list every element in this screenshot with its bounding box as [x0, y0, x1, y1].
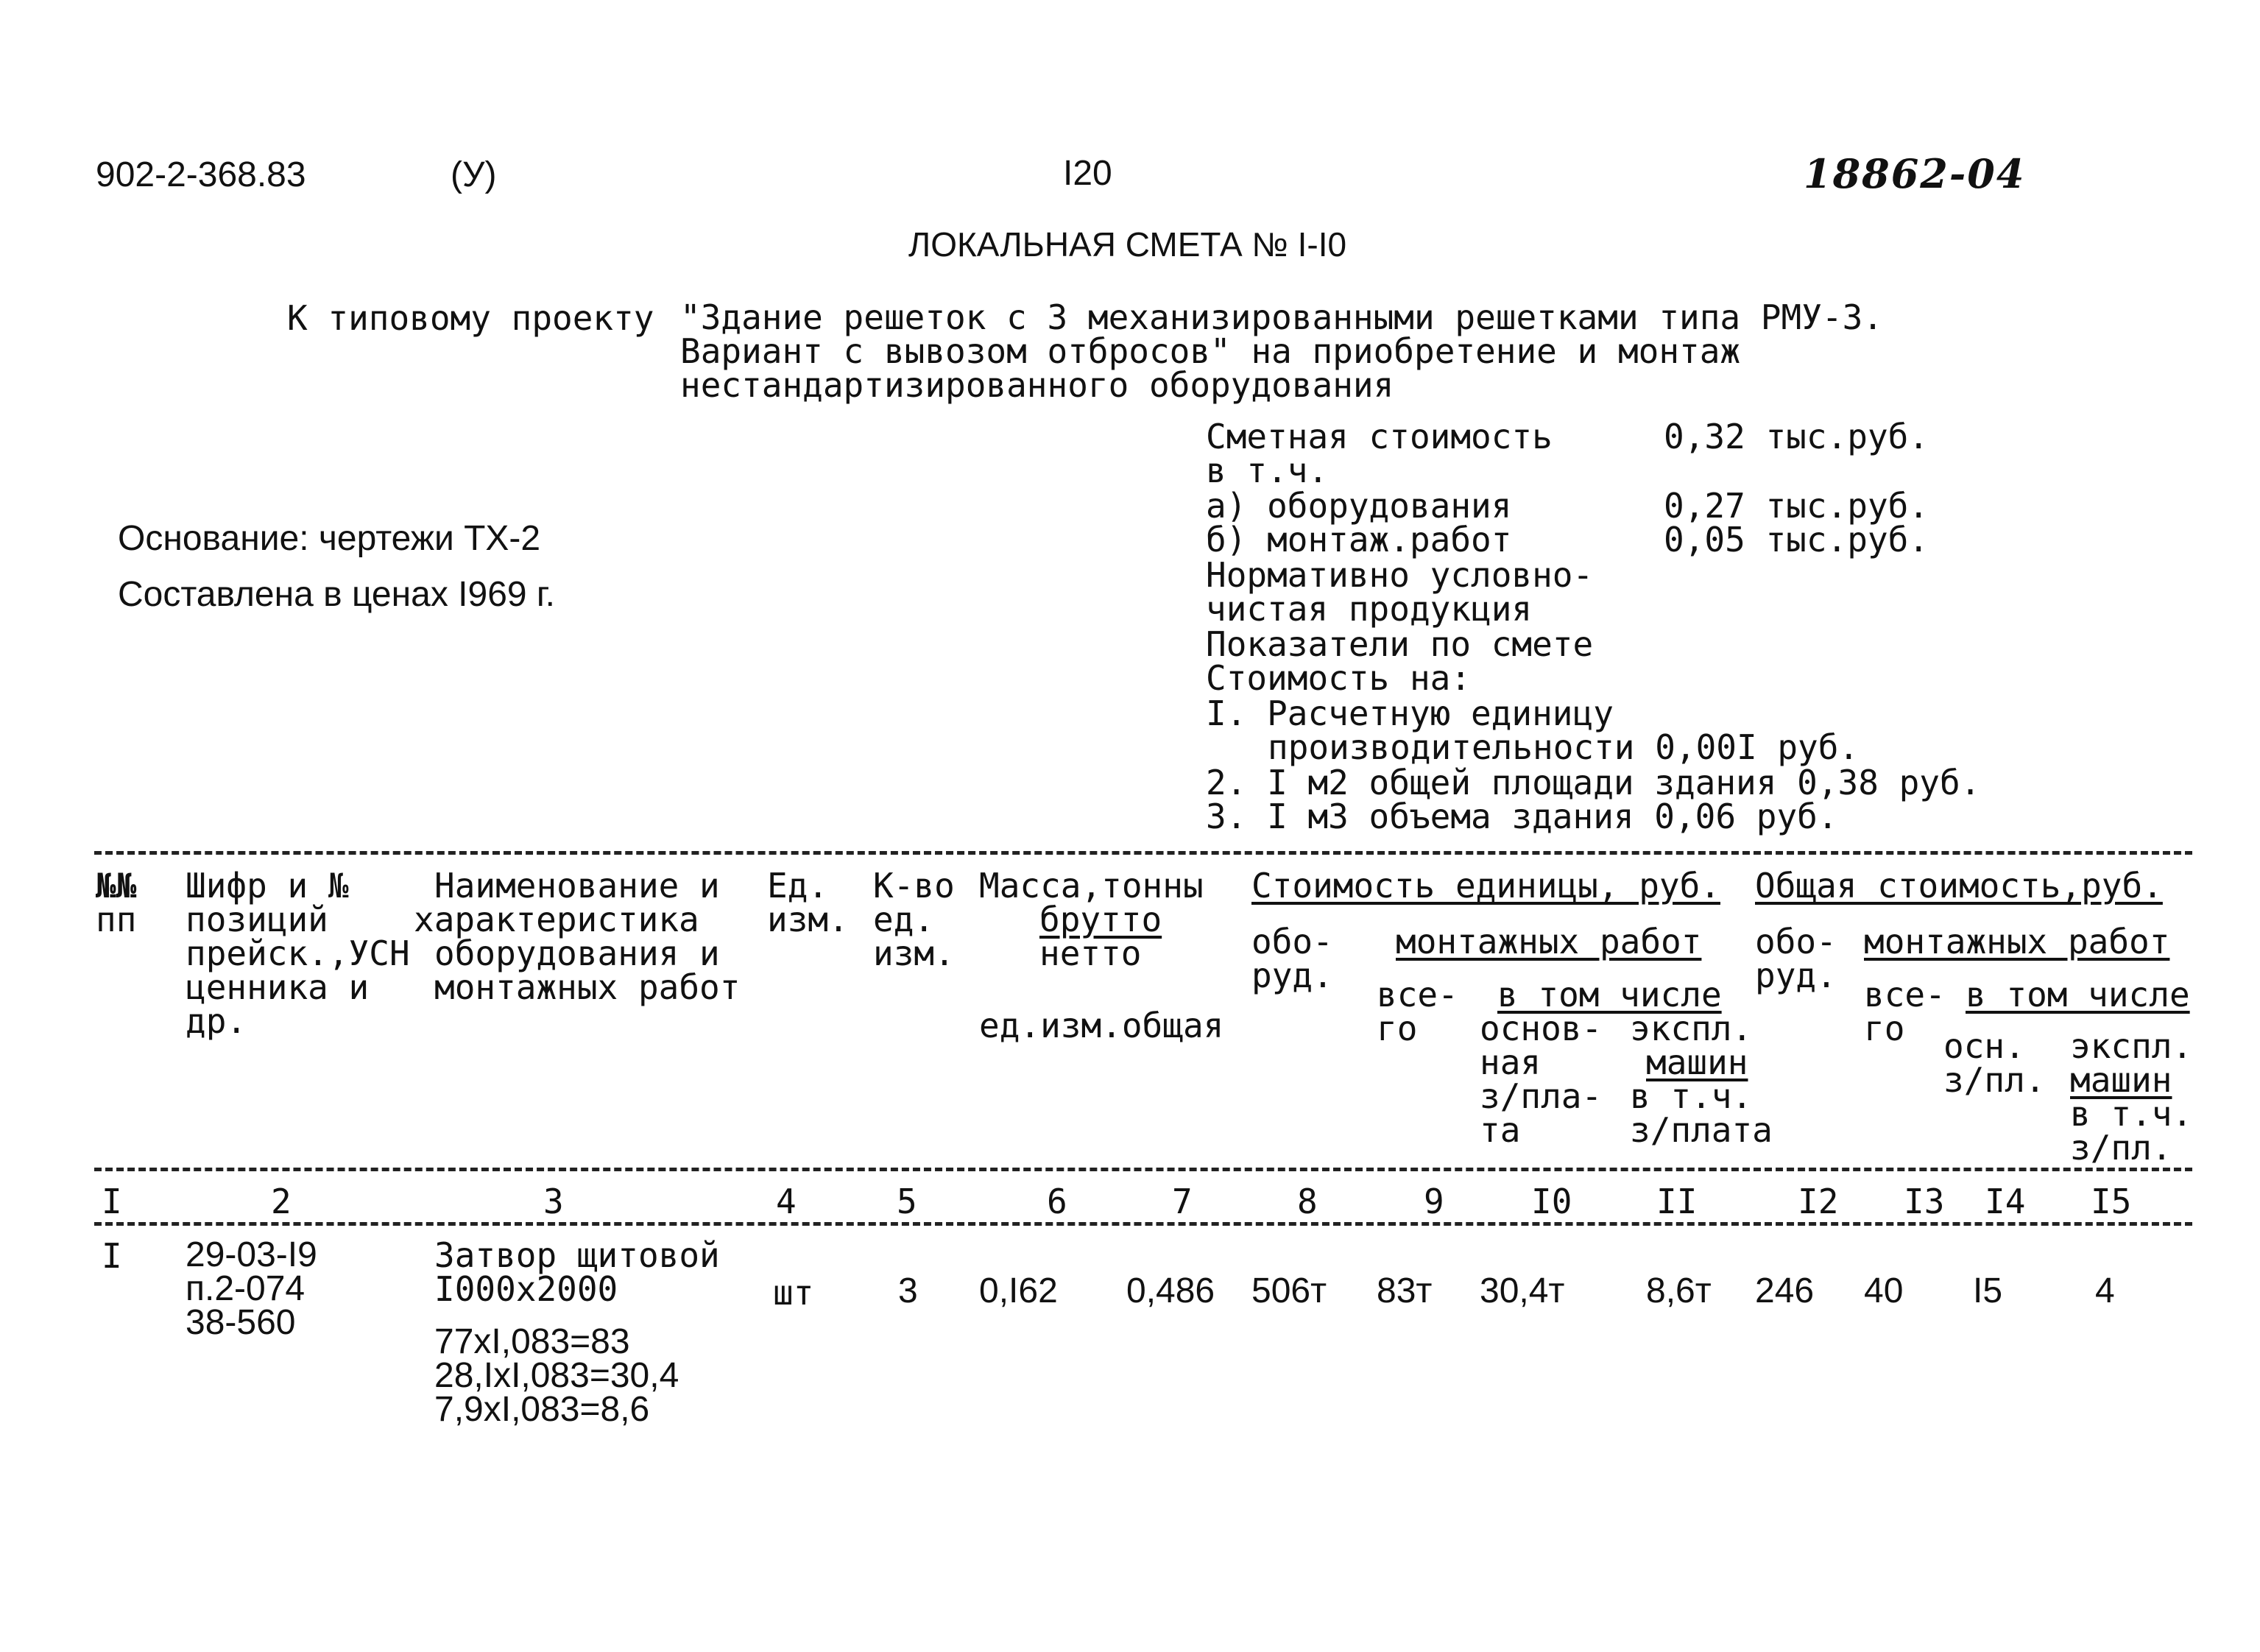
header-code-line-4: ценника и	[186, 967, 370, 1007]
header-name-line-2: характеристика	[414, 900, 699, 939]
header-name-line-3: оборудования и	[434, 933, 720, 973]
document-mark: (У)	[451, 155, 497, 194]
cost-on-label: Стоимость на:	[1206, 658, 1472, 698]
header-qty-line-2: ед.	[873, 900, 935, 939]
column-number: 8	[1297, 1182, 1318, 1221]
row-total-wage: I5	[1973, 1271, 2003, 1310]
header-total-mach-line-4: з/пл.	[2070, 1128, 2172, 1168]
column-number: 5	[897, 1182, 917, 1221]
indicator-3: 3. I м3 объема здания 0,06 руб.	[1206, 797, 1838, 836]
indicators-label: Показатели по смете	[1206, 624, 1594, 664]
header-unit-wage-line-2: ная	[1480, 1042, 1542, 1082]
header-unit-cost-title: Стоимость единицы, руб.	[1251, 866, 1720, 906]
header-qty-line-1: К-во	[873, 866, 955, 906]
row-name-2: I000х2000	[434, 1269, 618, 1309]
header-unit-incl-title: в том числе	[1497, 975, 1722, 1014]
header-unit-wage-line-3: з/пла-	[1480, 1076, 1603, 1116]
indicator-2: 2. I м2 общей площади здания 0,38 руб.	[1206, 763, 1981, 802]
row-calc-3: 7,9хI,083=8,6	[434, 1390, 650, 1429]
header-total-equip-line-2: руд.	[1755, 956, 1837, 995]
project-line-3: нестандартизированного оборудования	[680, 365, 1394, 405]
row-unit-equipment-cost: 506т	[1251, 1271, 1327, 1310]
header-total-install-all-1: все-	[1864, 975, 1946, 1014]
row-name-1: Затвор щитовой	[434, 1235, 720, 1275]
row-total-install: 40	[1864, 1271, 1904, 1310]
header-total-install-all-2: го	[1864, 1009, 1905, 1048]
header-unit-equip-line-2: руд.	[1251, 956, 1333, 995]
header-unit-install-all-1: все-	[1377, 975, 1458, 1014]
basis-prices: Составлена в ценах I969 г.	[118, 575, 555, 614]
header-unit-wage-line-4: та	[1480, 1110, 1521, 1150]
estimated-cost-label: Сметная стоимость	[1206, 417, 1553, 456]
equipment-value: 0,27 тыс.руб.	[1664, 486, 1929, 526]
header-code-line-3: прейск.,УСН	[186, 933, 410, 973]
header-bottom-rule	[94, 1168, 2192, 1171]
basis-drawings: Основание: чертежи ТХ-2	[118, 519, 541, 558]
header-total-mach-line-3: в т.ч.	[2070, 1094, 2193, 1134]
installation-label: б) монтаж.работ	[1206, 520, 1512, 560]
header-mass-gross: брутто	[1039, 900, 1162, 939]
column-number: 7	[1172, 1182, 1193, 1221]
header-unit-mach-line-2: машин	[1646, 1042, 1748, 1082]
table-top-rule	[94, 851, 2192, 855]
header-name-line-4: монтажных работ	[434, 967, 741, 1007]
column-number: 3	[543, 1182, 564, 1221]
column-number: I2	[1798, 1182, 1839, 1221]
column-number: 2	[271, 1182, 292, 1221]
column-number: I3	[1904, 1182, 1945, 1221]
column-number: I0	[1531, 1182, 1572, 1221]
header-unit-mach-line-3: в т.ч.	[1630, 1076, 1753, 1116]
header-qty-line-3: изм.	[873, 933, 955, 973]
header-unit-mach-line-4: з/плата	[1630, 1110, 1773, 1150]
row-calc-2: 28,IхI,083=30,4	[434, 1356, 679, 1395]
header-total-equip-line-1: обо-	[1755, 922, 1837, 961]
header-total-cost-title: Общая стоимость,руб.	[1755, 866, 2163, 906]
normative-line-1: Нормативно условно-	[1206, 555, 1594, 595]
installation-value: 0,05 тыс.руб.	[1664, 520, 1929, 560]
header-total-install-title: монтажных работ	[1864, 922, 2170, 961]
estimated-cost-value: 0,32 тыс.руб.	[1664, 417, 1929, 456]
page-number: I20	[1063, 154, 1112, 193]
row-code-2: п.2-074	[186, 1269, 306, 1308]
row-unit-base-wage: 30,4т	[1480, 1271, 1565, 1310]
header-mass-unit-total: ед.изм.общая	[979, 1006, 1224, 1045]
row-code-1: 29-03-I9	[186, 1235, 317, 1274]
header-code-line-5: др.	[186, 1001, 247, 1041]
project-line-1: "Здание решеток с 3 механизированными решетками типа РМУ-3.	[680, 297, 1883, 337]
equipment-label: а) оборудования	[1206, 486, 1512, 526]
header-num-line-2: пп	[96, 900, 137, 939]
header-code-line-1: Шифр и №	[186, 866, 349, 906]
column-number: II	[1656, 1182, 1698, 1221]
header-mass-title: Масса,тонны	[979, 866, 1204, 906]
column-numbers-rule	[94, 1222, 2192, 1226]
row-mass-unit: 0,I62	[979, 1271, 1058, 1310]
column-number: I4	[1985, 1182, 2026, 1221]
header-total-incl-title: в том числе	[1966, 975, 2190, 1014]
row-mass-total: 0,486	[1126, 1271, 1215, 1310]
row-unit-machines: 8,6т	[1646, 1271, 1712, 1310]
header-unit-wage-line-1: основ-	[1480, 1009, 1603, 1048]
row-total-machines: 4	[2095, 1271, 2115, 1310]
column-number: 6	[1047, 1182, 1067, 1221]
column-number: 4	[776, 1182, 797, 1221]
column-number: 9	[1424, 1182, 1444, 1221]
row-unit-install-total: 83т	[1377, 1271, 1433, 1310]
header-unit-line-2: изм.	[767, 900, 849, 939]
header-num-line-1: №№	[96, 866, 137, 906]
including-label: в т.ч.	[1206, 451, 1329, 490]
column-number: I5	[2091, 1182, 2132, 1221]
header-code-line-2: позиций	[186, 900, 328, 939]
header-name-line-1: Наименование и	[434, 866, 720, 906]
document-code: 902-2-368.83	[96, 155, 306, 194]
indicator-1-line-2: производительности 0,00I руб.	[1268, 727, 1860, 767]
header-unit-install-title: монтажных работ	[1396, 922, 1702, 961]
row-code-3: 38-560	[186, 1303, 296, 1342]
row-unit: шт	[773, 1273, 814, 1313]
row-total-equipment: 246	[1755, 1271, 1815, 1310]
row-number: I	[102, 1236, 122, 1276]
header-unit-install-all-2: го	[1377, 1009, 1418, 1048]
indicator-1-line-1: I. Расчетную единицу	[1206, 693, 1614, 733]
project-label: К типовому проекту	[287, 298, 654, 338]
column-number: I	[102, 1182, 122, 1221]
header-unit-equip-line-1: обо-	[1251, 922, 1333, 961]
row-calc-1: 77хI,083=83	[434, 1322, 630, 1361]
header-unit-line-1: Ед.	[767, 866, 829, 906]
header-total-mach-line-1: экспл.	[2070, 1026, 2193, 1066]
header-total-mach-line-2: машин	[2070, 1060, 2172, 1100]
row-quantity: 3	[898, 1271, 918, 1310]
header-unit-mach-line-1: экспл.	[1630, 1009, 1753, 1048]
header-total-wage-line-1: осн.	[1943, 1026, 2025, 1066]
page-title: ЛОКАЛЬНАЯ СМЕТА № I-I0	[908, 225, 1347, 264]
header-mass-net: нетто	[1039, 933, 1142, 973]
handwritten-stamp: 18862-04	[1804, 150, 2026, 197]
project-line-2: Вариант с вывозом отбросов" на приобретение и монтаж	[680, 331, 1741, 371]
header-total-wage-line-2: з/пл.	[1943, 1060, 2046, 1100]
normative-line-2: чистая продукция	[1206, 589, 1533, 629]
